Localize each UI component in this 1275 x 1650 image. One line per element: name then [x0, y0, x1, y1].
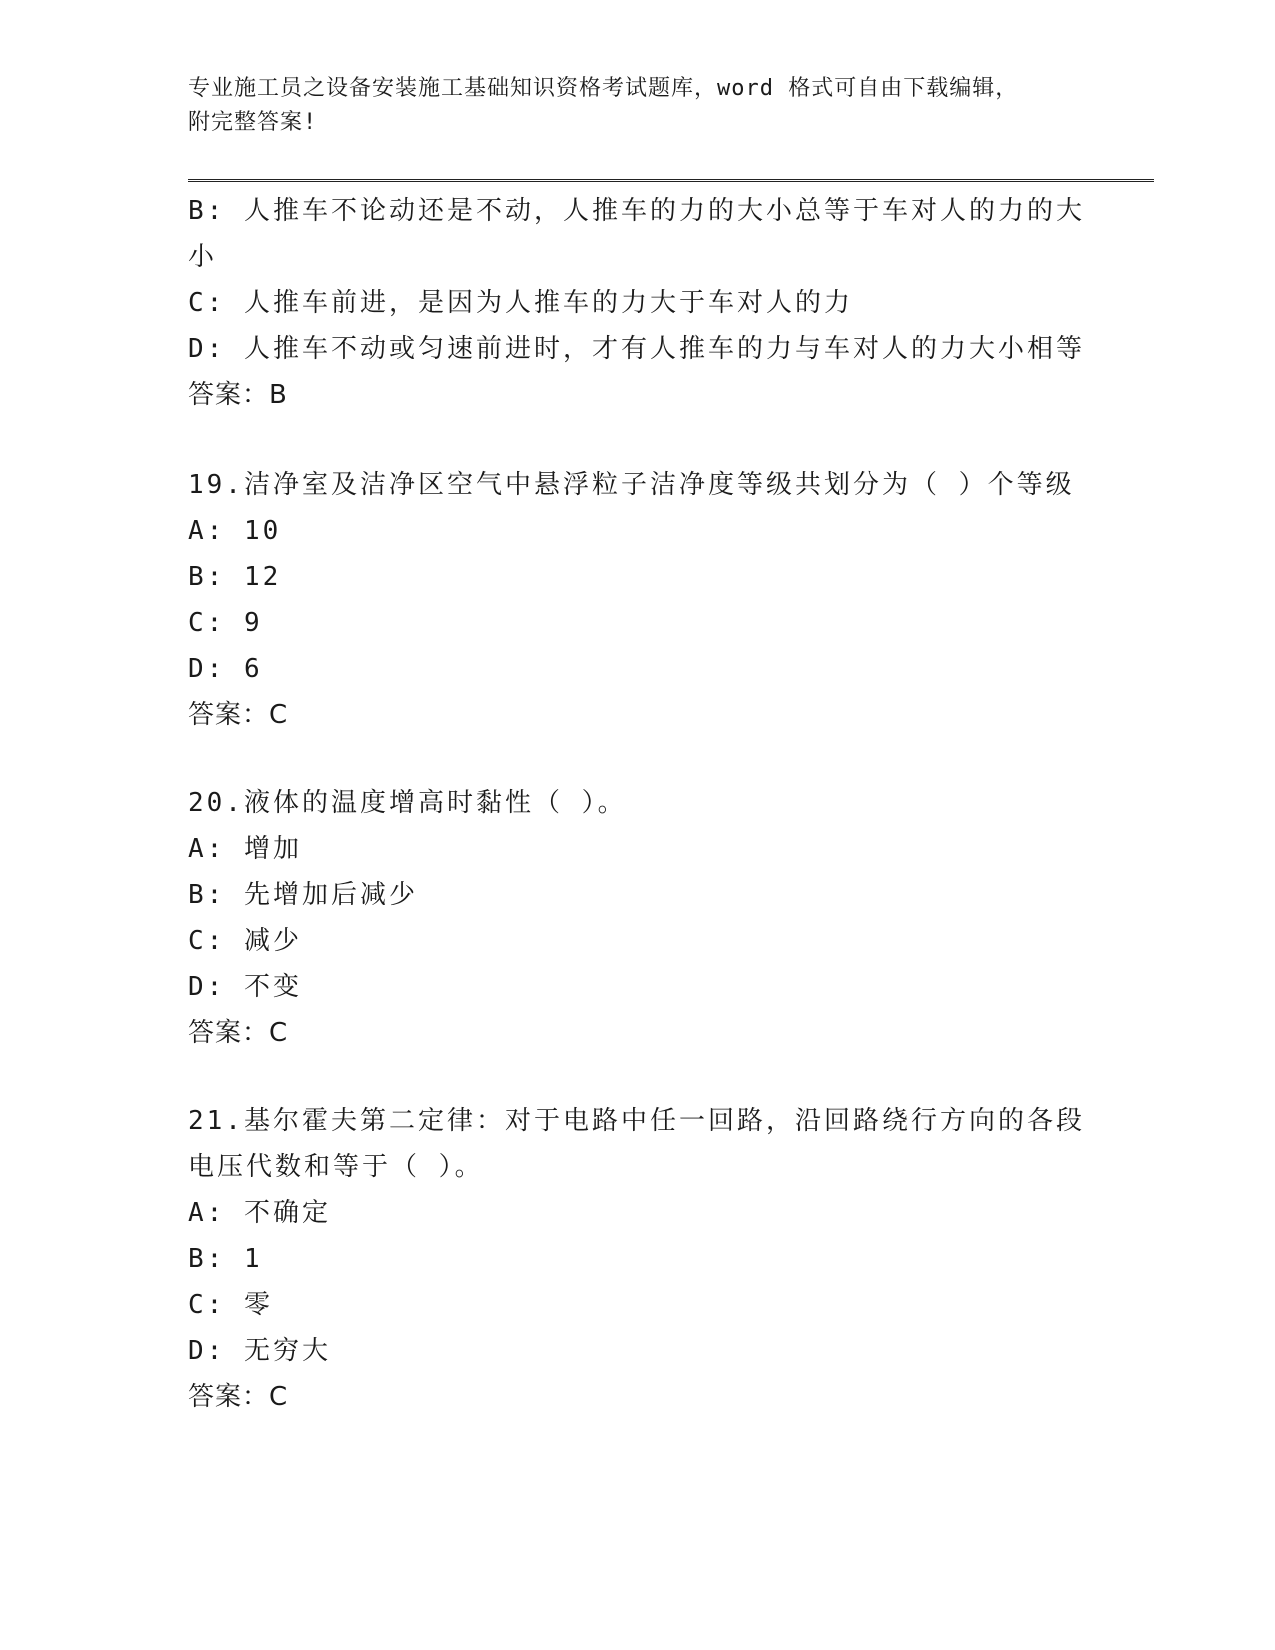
option-c: C: 减少 — [188, 926, 302, 956]
option-b: B: 12 — [188, 562, 282, 592]
option-c: C: 9 — [188, 608, 263, 638]
question-21 — [188, 1098, 1088, 1420]
spacer — [188, 418, 1088, 462]
answer: 答案：C — [188, 700, 289, 730]
question-20 — [188, 780, 1088, 1056]
question-text-line-2: 电压代数和等于（ ）。 — [188, 1152, 484, 1182]
option-b-line-1: B: 人推车不论动还是不动，人推车的力的大小总等于车对人的力的大 — [188, 196, 1085, 226]
option-c: C: 人推车前进，是因为人推车的力大于车对人的力 — [188, 288, 853, 318]
option-d: D: 6 — [188, 654, 263, 684]
question-18-continued — [188, 188, 1088, 418]
option-a: A: 增加 — [188, 834, 302, 864]
option-b: B: 先增加后减少 — [188, 880, 418, 910]
header-title-line-1: 专业施工员之设备安装施工基础知识资格考试题库，word 格式可自由下载编辑， — [188, 76, 1019, 101]
question-text: 20.液体的温度增高时黏性（ ）。 — [188, 788, 627, 818]
question-list — [188, 188, 1088, 1420]
option-c: C: 零 — [188, 1290, 273, 1320]
option-b: B: 1 — [188, 1244, 263, 1274]
option-a: A: 不确定 — [188, 1198, 331, 1228]
question-19 — [188, 462, 1088, 738]
option-b-line-2: 小 — [188, 242, 218, 272]
option-a: A: 10 — [188, 516, 282, 546]
option-d: D: 不变 — [188, 972, 302, 1002]
answer: 答案：C — [188, 1018, 289, 1048]
header-title-line-2: 附完整答案! — [188, 110, 318, 135]
header-divider — [188, 179, 1154, 182]
spacer — [188, 1056, 1088, 1098]
question-text-line-1: 21.基尔霍夫第二定律：对于电路中任一回路，沿回路绕行方向的各段 — [188, 1106, 1085, 1136]
option-d: D: 无穷大 — [188, 1336, 331, 1366]
page-header — [188, 72, 1088, 140]
question-text: 19.洁净室及洁净区空气中悬浮粒子洁净度等级共划分为（ ）个等级 — [188, 470, 1075, 500]
answer: 答案：B — [188, 380, 288, 410]
option-d: D: 人推车不动或匀速前进时，才有人推车的力与车对人的力大小相等 — [188, 334, 1085, 364]
spacer — [188, 738, 1088, 780]
answer: 答案：C — [188, 1382, 289, 1412]
